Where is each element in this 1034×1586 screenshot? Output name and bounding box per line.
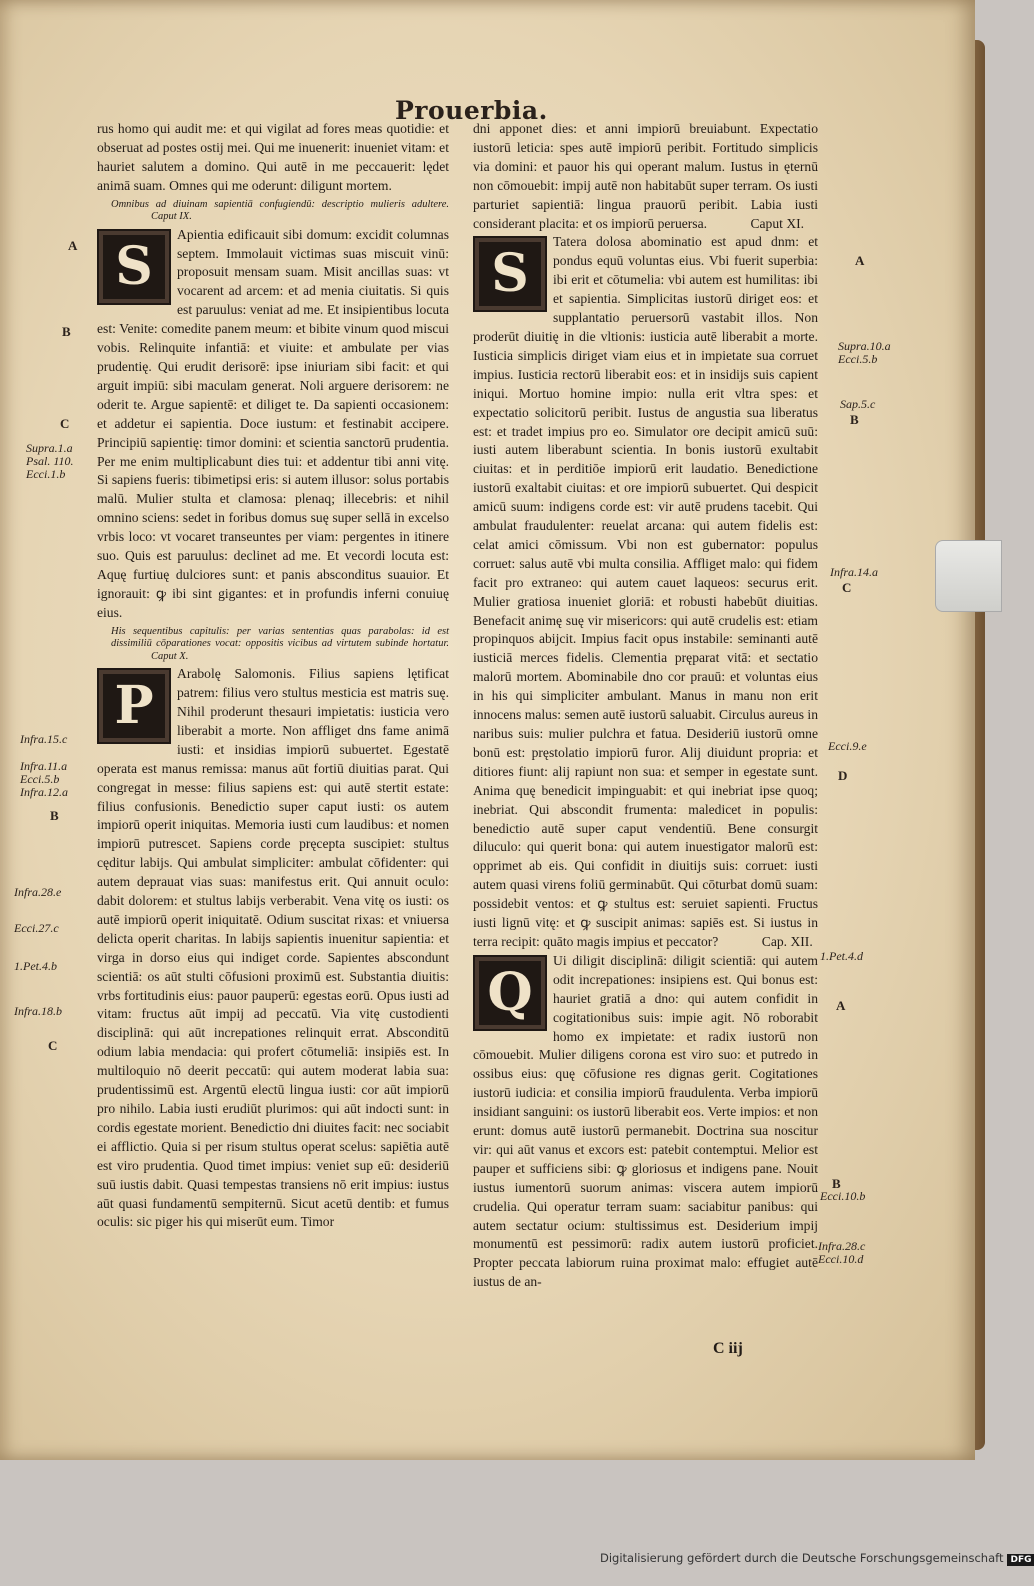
left-chapter-x-body [97, 665, 449, 1232]
right-chapter-xii-body [473, 952, 818, 1292]
running-head: Prouerbia. [395, 96, 548, 125]
margin-letter: B [850, 412, 859, 427]
margin-cross-reference: Supra.1.a Psal. 110. Ecci.1.b [26, 441, 74, 481]
dfg-logo: DFG [1007, 1554, 1034, 1566]
margin-cross-reference: Supra.10.a Ecci.5.b [838, 339, 891, 366]
right-column [473, 120, 818, 1292]
margin-letter: C [842, 580, 852, 595]
margin-cross-reference: Ecci.10.b [820, 1189, 866, 1203]
margin-letter: A [68, 238, 78, 253]
margin-cross-reference: Sap.5.c [840, 397, 876, 411]
right-chapter-xi-body [473, 233, 818, 951]
decorated-initial-s: S [97, 229, 171, 305]
margin-letter: B [62, 324, 71, 339]
left-para-3: Arabolę Salomonis. Filius sapiens lętificat patrem: filius vero stultus mesticia est matris suę. Nihil proderunt thesauri impietatis: iusticia vero liberabit a morte. Non affliget dns fame animā iusti: et insidias impiorū subuertet. Egestatē operata est manus remissa: manus aūt fortiū diuitias parat. Qui congregat in messe: filius sapiens est: qui autē stertit estate: filius confusionis. Benedictio super caput iusti: os autem impiorū operit iniquitas. Memoria iusti cum laudibus: et nomen impiorū putrescet. Sapiens corde pręcepta suscipiet: stultus cęditur labijs. Qui ambulat simpliciter: ambulat cōfidenter: qui autem deprauat vias suas: manifestus erit. Qui annuit oculo: dabit dolorem: et stultus labijs verberabit. Vena vitę os iusti: os autē impiorū operit iniquitatē. Odium suscitat rixas: et vniuersa delicta operit charitas. In labijs sapientis inuenitur sapientia: et virga in dorso eius qui indiget corde. Sapientes abscondunt scientiā: os aūt stulti cōfusioni proximū est. Substantia diuitis: vrbs fortitudinis eius: pauor pauperū: egestas eorū. Opus iusti ad vitam: fructus aūt impij ad peccatū. Via vitę custodienti disciplinā: qui aūt increpationes relinquit errat. Absconditū odium labia mendacia: qui profert cōtumeliā: insipiēs est. In multiloquio nō deerit peccatū: qui autem moderat labia sua: prudentissimū est. Argentū electū lingua iusti: cor aūt impiorū pro nihilo. Labia iusti erudiūt plurimos: qui aūt indocti sunt: in cordis egestate morient. Benedictio dni diuites facit: nec sociabit ei afflictio. Quia si per risum stultus operat scelus: sapiētia autē est viro prudentia. Quod timet impius: veniet sup eū: desideriū suū iustis dabit. Quasi tempestas transiens nō erit impius: iustus aūt quasi fundamentū sempiternū. Sicut acetū dentib: et fumus oculis: sic piger his qui miserūt eum. Timor [97, 666, 449, 1230]
left-column [97, 120, 449, 1232]
margin-letter: C [60, 416, 70, 431]
margin-letter: B [50, 808, 59, 823]
chapter-heading-xi: Caput XI. [750, 215, 805, 231]
rubric-text: Omnibus ad diuinam sapientiā confugiendū: descriptio mulieris adultere. [111, 198, 449, 210]
chapter-heading-x: Caput X. [151, 650, 189, 662]
margin-letter: D [838, 768, 848, 783]
margin-letter: A [836, 998, 846, 1013]
chapter-heading-xii: Cap. XII. [761, 933, 813, 949]
margin-cross-reference: Infra.18.b [14, 1004, 62, 1018]
margin-cross-reference: 1.Pet.4.d [820, 949, 863, 963]
left-para-2: Apientia edificauit sibi domum: excidit columnas septem. Immolauit victimas suas miscuit vinū: proposuit mensam suam. Misit ancillas suas: vt vocarent ad arcem: et ad menia ciuitatis. Si quis est paruulus: veniat ad me. Et insipientibus locuta est: Venite: comedite panem meum: et bibite vinum quod miscui vobis. Relinquite infantiā: et viuite: et ambulate per vias prudentię. Qui erudit derisorē: ipse iniuriam sibi facit: et qui arguit impiū: sibi maculam generat. Noli arguere derisorem: ne oderit te. Argue sapientē: et diliget te. Da sapienti occasionem: et addetur ei sapientia. Doce iustum: et festinabit accipere. Principiū sapientię: timor domini: et scientia sanctorū prudentia. Per me enim multiplicabunt dies tui: et addentur tibi anni vitę. Si sapiens fueris: tibimetipsi eris: si autem illusor: solus portabis malū. Mulier stulta et clamosa: plenaq; illecebris: et nihil omnino sciens: sedet in foribus domus suę super sellā in excelso vrbis loco: vt vocaret transeuntes per viam: pergentes in itinere suo. Quis est paruulus: declinet ad me. Et vecordi locuta est: Aquę furtiuę dulciores sunt: et panis absconditus suauior. Et ignorauit: ꝙ ibi sint gigantes: et in profundis inferni conuiuę eius. [97, 226, 449, 620]
margin-cross-reference: 1.Pet.4.b [14, 959, 57, 973]
margin-letter: C [48, 1038, 58, 1053]
right-para-2-text: Tatera dolosa abominatio est apud dnm: et pondus equū voluntas eius. Vbi fuerit superbia: ibi erit et cōtumelia: vbi autem est humilitas: ibi et sapientia. Simplicitas iustorū diriget eos: et supplantatio peruersorū vastabit illos. Non proderūt diuitię in die vltionis: iusticia autē liberabit a morte. Iusticia simplicis diriget viam eius et in impietate sua corruet impius. Iusticia rectorū liberabit eos: et in insidijs suis capient iniqui. Mortuo homine impio: nulla erit vltra spes: et expectatio solicitorū peribit. Iustus de angustia sua liberatus est: et tradet impius pro eo. Simulator ore decipit amicū suū: iusti autem liberabunt scientia. In bonis iustorū exultabit ciuitas: et in perditiōe impiorū erit laudatio. Benedictione iustorū exaltabit ciuitas: et ore impiorū subuertet. Qui despicit amicū suum: indigens corde est: vir autē prudens tacebit. Qui ambulat fraudulenter: reuelat arcana: qui autem fidelis est: celat amici cōmissum. Vbi non est gubernator: populus corruet: salus autē vbi multa consilia. Affliget malo: qui fidem facit pro extraneo: qui autem cauet laqueos: securus erit. Mulier gratiosa inueniet gloriā: et robusti habebūt diuitias. Benefacit animę suę vir misericors: qui autē crudelis est: etiam propinquos abijcit. Impius facit opus instabile: seminanti autē iusticiā merces fidelis. Clementia pręparat vitā: et sectatio malorū mortem. Abominabile dno cor prauū: et voluntas eius in his qui simpliciter ambulant. Manus in manu non erit innocens malus: semen autē iustorū saluabit. Circulus aureus in naribus suis: mulier pulchra et fatua. Desideriū iustorū omne bonū est: pręstolatio impiorū furor. Alij diuidunt propria: et ditiores fiunt: alij rapiunt non sua: et semper in egestate sunt. Anima quę benedicit impinguabit: et qui inebriat ipse quoq; inebriat. Qui abscondit frumenta: maledicet in populis: benedictio autē super caput vendentiū. Bene consurgit diluculo: qui querit bona: qui autem inuestigator malorū est: opprimet ab eis. Qui confidit in diuitijs suis: corruet: iusti autem quasi virens foliū germinabūt. Qui cōturbat domū suam: possidebit ventos: et ꝙ stultus est: seruiet sapienti. Fructus iusti lignū vitę: et ꝙ suscipit animas: sapiēs est. Si iustus in terra recipit: quāto magis impius et peccator? [473, 234, 818, 949]
right-para-1 [473, 120, 818, 233]
digitization-credit [600, 1551, 1034, 1566]
margin-cross-reference: Ecci.27.c [14, 921, 59, 935]
margin-cross-reference: Infra.14.a [830, 565, 878, 579]
margin-cross-reference: Infra.28.e [14, 885, 62, 899]
margin-letter: B [832, 1176, 841, 1191]
bookmark-tab [935, 540, 1002, 612]
margin-cross-reference: Infra.28.c Ecci.10.d [818, 1239, 866, 1266]
right-para-3: Ui diligit disciplinā: diligit scientiā: qui autem odit increpationes: insipiens est. Qui bonus est: hauriet gratiā a dno: qui autem confidit in cogitationibus suis: impie agit. Nō roborabit homo ex impietate: et radix iustorū non cōmouebit. Mulier diligens corona est viro suo: et putredo in ossibus eius: quę cōfusione res dignas gerit. Cogitationes iustorū iudicia: et consilia impiorū fraudulenta. Verba impiorū insidiant sanguini: os iustorū liberabit eos. Verte impios: et non erunt: domus autē iustorū permanebit. Doctrina sua noscitur vir: qui aūt vanus et excors est: patebit contemptui. Melior est pauper et sufficiens sibi: ꝙ gloriosus et indigens pane. Nouit iustus iumentorū suorum animas: viscera autem impiorū crudelia. Qui operatur terram suam: saciabitur panibus: qui autem sectatur ocium: stultissimus est. Desiderium impij monumentū est pessimorū: radix autem iustorū proficiet. Propter peccata labiorum ruina proximat malo: effugiet autē iustus de an- [473, 952, 818, 1290]
decorated-initial-s-right: S [473, 236, 547, 312]
left-rubric-1 [111, 199, 449, 224]
chapter-heading-ix: Caput IX. [151, 211, 192, 223]
margin-cross-reference: Infra.15.c [20, 732, 68, 746]
left-rubric-2 [111, 626, 449, 664]
decorated-initial-p: P [97, 668, 171, 744]
margin-letter: A [855, 253, 865, 268]
credit-text: Digitalisierung gefördert durch die Deutsche Forschungsgemeinschaft [600, 1551, 1004, 1565]
left-chapter-ix-body [97, 226, 449, 623]
right-para-2 [473, 233, 818, 951]
decorated-initial-q: Q [473, 955, 547, 1031]
right-para-1-text: dni apponet dies: et anni impiorū breuiabunt. Expectatio iustorū leticia: spes autē impiorū peribit. Fortitudo simplicis via domini: et pauor his qui operant malum. Iustus in ęternū non cōmouebit: impij autē non habitabūt super terram. Os iusti parturiet sapientiā: lingua prauorū peribit. Labia iusti considerant placita: et os impiorū peruersa. [473, 121, 818, 231]
rubric-text: His sequentibus capitulis: per varias sententias quas parabolas: id est dissimiliū cōparationes vocat: oppositis vicibus ad virtutem subinde hortatur. [111, 625, 449, 650]
signature-mark: C iij [713, 1340, 743, 1357]
left-para-1: rus homo qui audit me: et qui vigilat ad fores meas quotidie: et obseruat ad postes ostij mei. Qui me inuenerit: inueniet vitam: et hauriet salutem a domino. Qui autē in me peccauerit: lędet animā suam. Omnes qui me oderunt: diligunt mortem. [97, 121, 449, 193]
margin-cross-reference: Infra.11.a Ecci.5.b Infra.12.a [20, 759, 68, 799]
margin-cross-reference: Ecci.9.e [828, 739, 867, 753]
